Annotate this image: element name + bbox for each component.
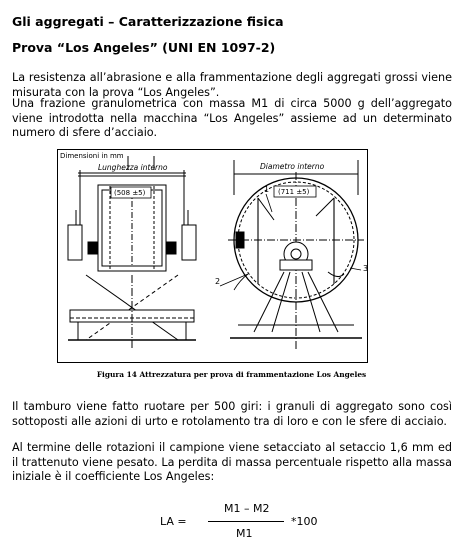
result-paragraph: Al termine delle rotazioni il campione viene setacciato al setaccio 1,6 mm ed il trattenuto viene pesato. La perdita di massa percentuale rispetto alla massa iniziale è il coefficiente Los Angeles:: [12, 441, 452, 483]
formula-multiplier: *100: [291, 515, 318, 528]
diameter-label: Diametro interno: [260, 162, 325, 171]
fraction-bar: [208, 521, 284, 522]
machine-drawing: [58, 150, 367, 362]
la-formula: [0, 496, 463, 546]
callout-3: 3: [363, 264, 369, 273]
units-note: Dimensioni in mm: [60, 152, 124, 160]
callout-1: 1: [264, 185, 270, 194]
formula-lhs: LA =: [160, 515, 187, 528]
figure-los-angeles-machine: [57, 149, 368, 363]
side-view: [68, 156, 196, 350]
length-label: Lunghezza interno: [98, 163, 168, 172]
length-value: (508 ±5): [114, 189, 146, 197]
section-heading: Prova “Los Angeles” (UNI EN 1097-2): [12, 40, 276, 55]
callout-2: 2: [215, 277, 221, 286]
figure-caption: Figura 14 Attrezzatura per prova di frammentazione Los Angeles: [96, 370, 367, 379]
formula-denominator: M1: [236, 527, 253, 540]
procedure-paragraph: Una frazione granulometrica con massa M1 di circa 5000 g dell’aggregato viene introdotta nella macchina “Los Angeles” assieme ad un determinato numero di sfere d’acciaio.: [12, 97, 452, 139]
page-title: Gli aggregati – Caratterizzazione fisica: [12, 14, 284, 29]
rotation-paragraph: Il tamburo viene fatto ruotare per 500 giri: i granuli di aggregato sono così sottoposti alle azioni di urto e rotolamento tra di loro e con le sfere di acciaio.: [12, 400, 452, 428]
diameter-value: (711 ±5): [278, 188, 310, 196]
intro-paragraph: La resistenza all’abrasione e alla frammentazione degli aggregati grossi viene misurata con la prova “Los Angeles”.: [12, 71, 452, 99]
formula-numerator: M1 – M2: [224, 502, 270, 515]
